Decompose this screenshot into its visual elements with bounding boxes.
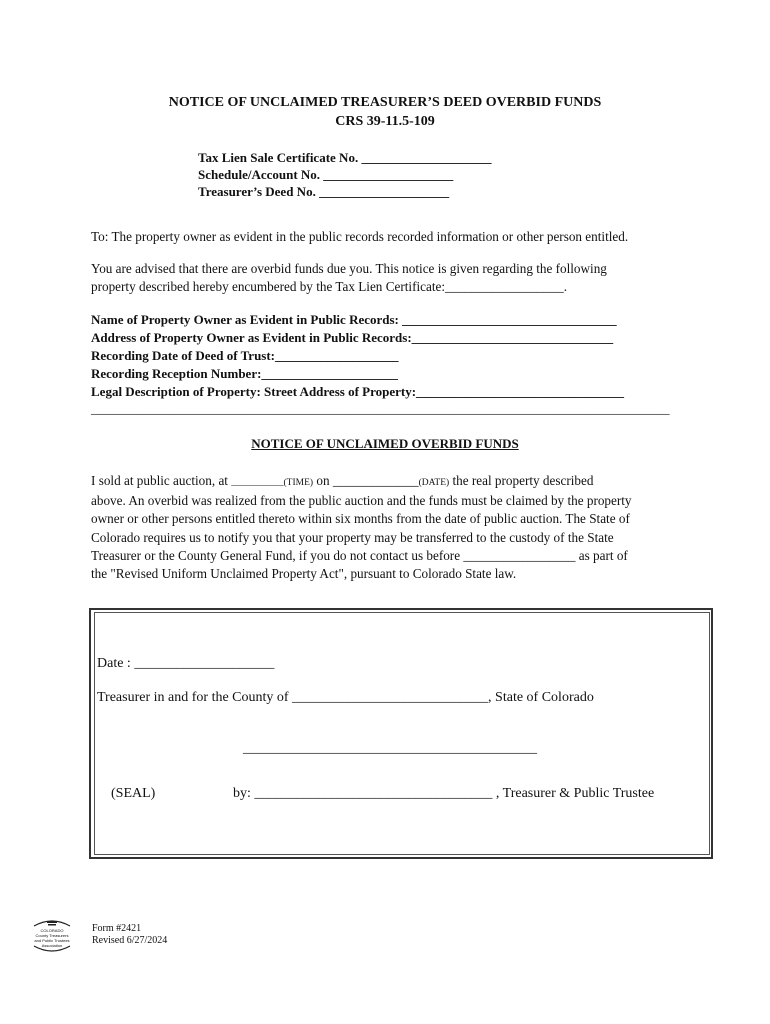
recording-date-field[interactable]: Recording Date of Deed of Trust:___________________ — [91, 348, 399, 363]
county-treasurers-association-logo-icon — [30, 916, 74, 956]
schedule-account-field[interactable]: Schedule/Account No. ____________________ — [198, 167, 454, 182]
logo-line: COLORADO — [40, 928, 64, 933]
owner-address-field[interactable]: Address of Property Owner as Evident in Public Records:_______________________________ — [91, 330, 614, 345]
reception-number-field[interactable]: Recording Reception Number:_____________________ — [91, 366, 398, 381]
notice-line-4: Colorado requires us to notify you that your property may be transferred to the custody of the State — [91, 529, 614, 545]
notice-line-6: the "Revised Uniform Unclaimed Property Act", pursuant to Colorado State law. — [91, 566, 517, 582]
date-field[interactable]: Date : ____________________ — [97, 656, 275, 671]
revised-date: Revised 6/27/2024 — [92, 935, 168, 946]
tax-lien-certificate-field[interactable]: Tax Lien Sale Certificate No. ____________________ — [198, 150, 492, 165]
notice-text: I sold at public auction, at — [91, 473, 232, 488]
addressee-line: To: The property owner as evident in the public records recorded information or other person entitled. — [91, 229, 629, 244]
legal-description-continuation[interactable]: _________________________________________________________________________________________ — [91, 401, 670, 416]
legal-description-field[interactable]: Legal Description of Property: Street Address of Property:________________________________ — [91, 384, 625, 399]
signature-box-inner-border — [94, 612, 710, 855]
advice-line-2[interactable]: property described hereby encumbered by the Tax Lien Certificate:__________________. — [91, 279, 567, 295]
page-title: NOTICE OF UNCLAIMED TREASURER’S DEED OVERBID FUNDS — [168, 95, 602, 110]
logo-line: Association — [41, 943, 63, 948]
logo-text — [30, 928, 74, 948]
logo-line: and Public Trustees — [34, 938, 70, 943]
notice-text: the real property described — [449, 473, 594, 488]
advice-paragraph — [91, 260, 666, 296]
section-heading: NOTICE OF UNCLAIMED OVERBID FUNDS — [251, 436, 519, 451]
statute-reference: CRS 39-11.5-109 — [335, 114, 435, 129]
notice-line-3: owner or other persons entitled thereto within six months from the date of public auction. The State of — [91, 511, 630, 527]
owner-name-field[interactable]: Name of Property Owner as Evident in Public Records: _________________________________ — [91, 312, 617, 327]
notice-text: on — [313, 473, 333, 488]
seal-label: (SEAL) — [111, 786, 156, 801]
signature-line[interactable]: __________________________________________ — [243, 741, 537, 756]
county-treasurer-field[interactable]: Treasurer in and for the County of ____________________________, State of Colorado — [97, 690, 594, 705]
advice-line-1: You are advised that there are overbid funds due you. This notice is given regarding the following — [91, 261, 607, 276]
treasurer-signature-field[interactable]: by: __________________________________ , Treasurer & Public Trustee — [233, 786, 655, 801]
time-blank[interactable]: ___________ — [231, 478, 284, 488]
notice-line-2: above. An overbid was realized from the public auction and the funds must be claimed by the property — [91, 493, 632, 509]
notice-line-5[interactable]: Treasurer or the County General Fund, if you do not contact us before _________________ as part of — [91, 547, 628, 563]
date-blank[interactable]: _____________ — [332, 473, 419, 488]
notice-line-1 — [91, 472, 666, 492]
notice-paragraph — [91, 472, 666, 583]
form-number: Form #2421 — [92, 923, 142, 934]
logo-line: County Treasurers — [35, 933, 69, 938]
time-label: (TIME) — [283, 478, 314, 488]
treasurers-deed-field[interactable]: Treasurer’s Deed No. ____________________ — [198, 184, 450, 199]
date-label: (DATE) — [418, 478, 450, 488]
